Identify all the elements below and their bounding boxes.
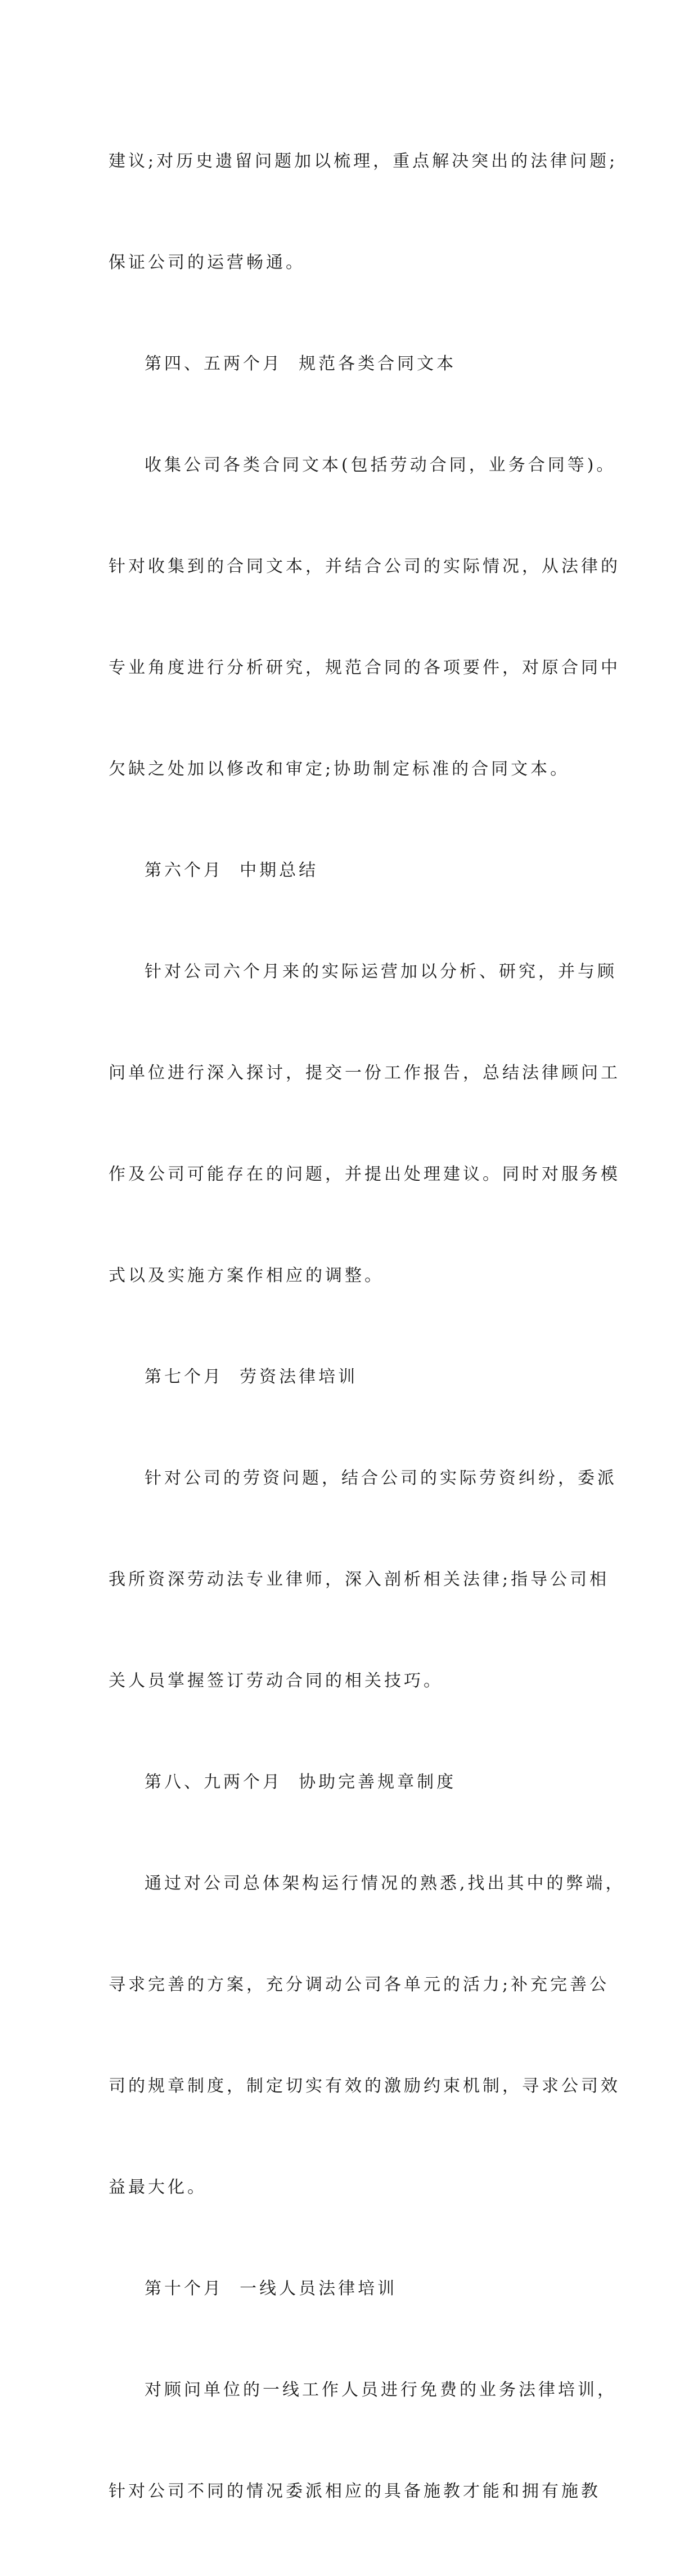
section-heading-month-10: 第十个月 一线人员法律培训: [145, 2279, 398, 2299]
text-line-4: 收集公司各类合同文本(包括劳动合同，业务合同等)。: [145, 455, 616, 475]
text-line-5: 针对收集到的合同文本，并结合公司的实际情况，从法律的: [109, 557, 620, 576]
text-line-1: 建议;对历史遗留问题加以梳理，重点解决突出的法律问题;: [109, 151, 618, 171]
text-line-15: 我所资深劳动法专业律师，深入剖析相关法律;指导公司相: [109, 1570, 610, 1589]
text-line-20: 司的规章制度，制定切实有效的激励约束机制，寻求公司效: [109, 2076, 620, 2096]
text-line-11: 作及公司可能存在的问题，并提出处理建议。同时对服务模: [109, 1164, 620, 1184]
section-heading-month-6: 第六个月 中期总结: [145, 861, 319, 880]
text-line-2: 保证公司的运营畅通。: [109, 253, 305, 272]
section-heading-months-4-5: 第四、五两个月 规范各类合同文本: [145, 354, 457, 374]
text-line-16: 关人员掌握签订劳动合同的相关技巧。: [109, 1671, 443, 1691]
text-line-18: 通过对公司总体架构运行情况的熟悉,找出其中的弊端，: [145, 1874, 625, 1893]
text-line-10: 问单位进行深入探讨，提交一份工作报告，总结法律顾问工: [109, 1063, 620, 1083]
text-line-21: 益最大化。: [109, 2178, 207, 2197]
text-line-9: 针对公司六个月来的实际运营加以分析、研究，并与顾: [145, 962, 617, 982]
text-line-19: 寻求完善的方案，充分调动公司各单元的活力;补充完善公: [109, 1975, 610, 1995]
document-body: [109, 77, 625, 2576]
text-line-24: 针对公司不同的情况委派相应的具备施教才能和拥有施教: [109, 2481, 601, 2501]
text-line-6: 专业角度进行分析研究，规范合同的各项要件，对原合同中: [109, 658, 620, 678]
section-heading-month-7: 第七个月 劳资法律培训: [145, 1367, 358, 1387]
section-heading-months-8-9: 第八、九两个月 协助完善规章制度: [145, 1772, 457, 1792]
text-line-7: 欠缺之处加以修改和审定;协助制定标准的合同文本。: [109, 759, 570, 779]
text-line-12: 式以及实施方案作相应的调整。: [109, 1266, 384, 1285]
text-line-14: 针对公司的劳资问题，结合公司的实际劳资纠纷，委派: [145, 1468, 617, 1488]
text-line-23: 对顾问单位的一线工作人员进行免费的业务法律培训，: [145, 2380, 617, 2400]
